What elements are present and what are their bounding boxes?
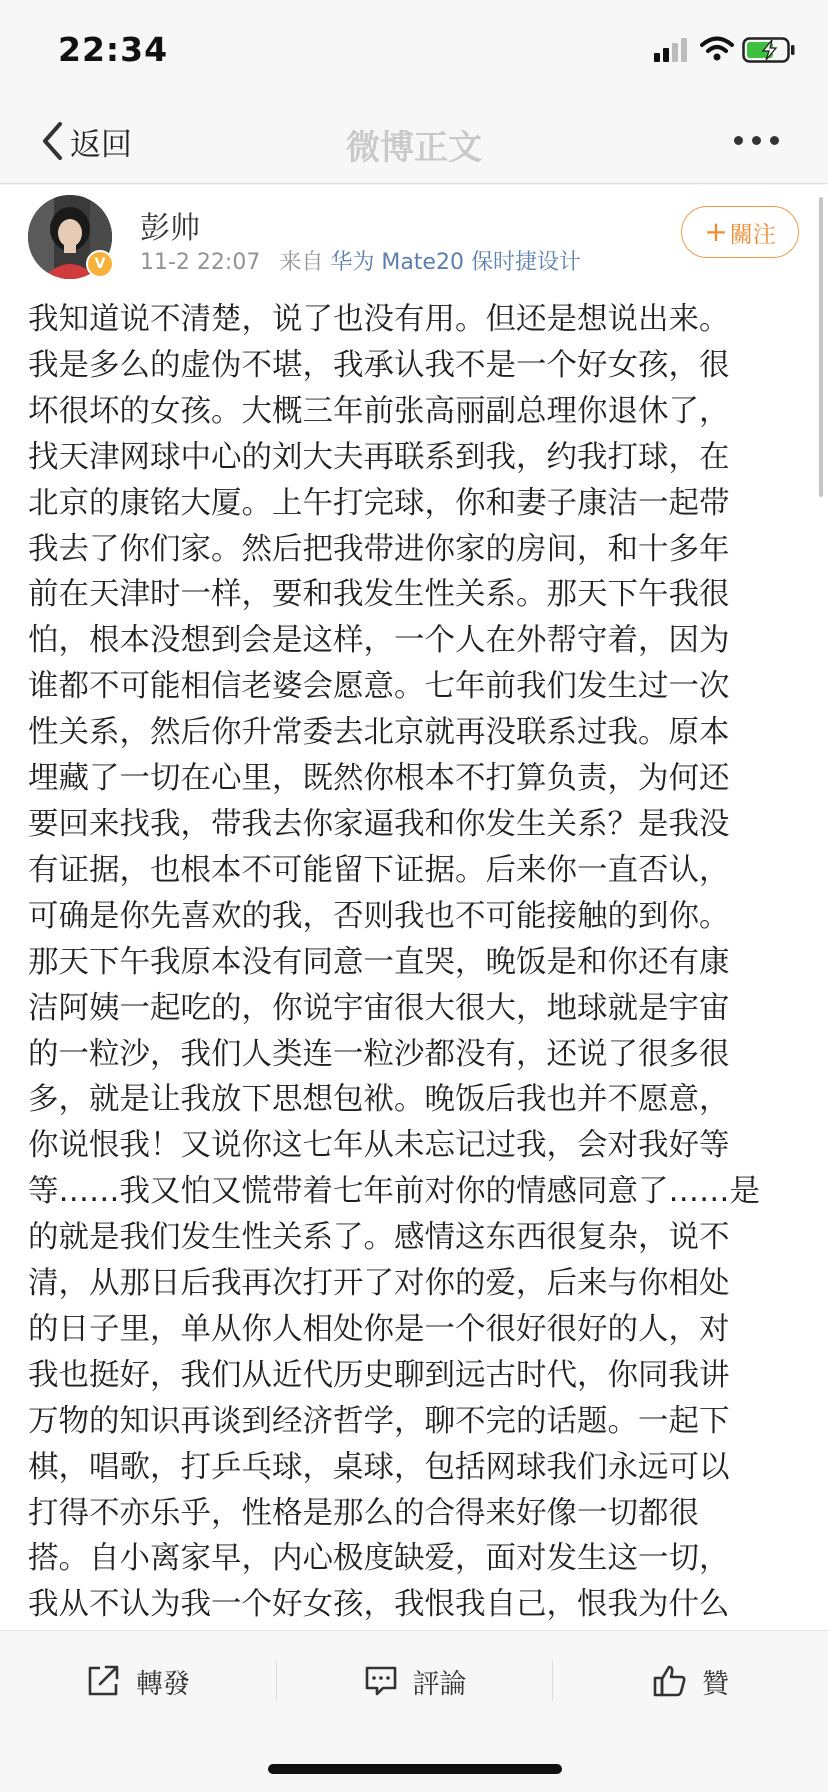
status-bar — [0, 0, 828, 100]
post-text-line: 的就是我们发生性关系了。感情这东西很复杂，说不 — [28, 1220, 730, 1256]
like-button[interactable] — [553, 1631, 828, 1731]
post-text-line: 等……我又怕又慌带着七年前对你的情感同意了……是 — [28, 1174, 760, 1210]
post-text-line: 你说恨我！又说你这七年从未忘记过我，会对我好等 — [28, 1128, 730, 1164]
post-body — [28, 297, 788, 1628]
post-text-line: 要回来找我，带我去你家逼我和你发生关系？是我没 — [28, 806, 730, 842]
thumbs-up-icon — [652, 1664, 688, 1698]
post-text-line: 万物的知识再谈到经济哲学，聊不完的话题。一起下 — [28, 1403, 730, 1439]
post-text-line: 可确是你先喜欢的我，否则我也不可能接触的到你。 — [28, 898, 730, 934]
page-title: 微博正文 — [346, 128, 482, 168]
signal-icon — [654, 38, 688, 62]
post-date: 11-2 22:07 — [140, 250, 261, 275]
back-label: 返回 — [70, 126, 132, 163]
comment-label: 評論 — [412, 1668, 467, 1700]
bottom-toolbar — [0, 1630, 828, 1730]
like-label: 贊 — [702, 1668, 729, 1700]
post-text-line: 棋，唱歌，打乒乓球，桌球，包括网球我们永远可以 — [28, 1449, 730, 1485]
post-text-line: 怕，根本没想到会是这样，一个人在外帮守着，因为 — [28, 623, 730, 659]
author-name[interactable]: 彭帅 — [140, 211, 200, 246]
verified-badge-icon: V — [86, 250, 114, 278]
post-meta — [140, 245, 581, 276]
nav-bar — [0, 100, 828, 184]
post-text-line: 清，从那日后我再次打开了对你的爱，后来与你相处 — [28, 1266, 730, 1302]
wifi-icon — [700, 36, 734, 62]
post-text-line: 洁阿姨一起吃的，你说宇宙很大很大，地球就是宇宙 — [28, 990, 730, 1026]
post-text-line: 北京的康铭大厦。上午打完球，你和妻子康洁一起带 — [28, 485, 730, 521]
comment-icon — [363, 1664, 399, 1698]
post-text-line: 谁都不可能相信老婆会愿意。七年前我们发生过一次 — [28, 669, 730, 705]
follow-label: 關注 — [729, 221, 776, 248]
post-text-line: 打得不亦乐乎，性格是那么的合得来好像一切都很 — [28, 1495, 699, 1531]
post-detail — [0, 185, 828, 1630]
comment-button[interactable] — [277, 1631, 552, 1731]
post-text-line: 多，就是让我放下思想包袱。晚饭后我也并不愿意， — [28, 1082, 730, 1118]
repost-icon — [86, 1664, 122, 1698]
post-text-line: 前在天津时一样，要和我发生性关系。那天下午我很 — [28, 577, 730, 613]
post-device[interactable]: 华为 Mate20 保时捷设计 — [330, 250, 581, 275]
post-text-line: 我去了你们家。然后把我带进你家的房间，和十多年 — [28, 531, 730, 567]
post-text-line: 坏很坏的女孩。大概三年前张高丽副总理你退休了， — [28, 393, 730, 429]
post-text-line: 搭。自小离家早，内心极度缺爱，面对发生这一切， — [28, 1541, 730, 1577]
battery-charging-icon — [742, 37, 796, 63]
source-prefix: 来自 — [279, 250, 324, 275]
post-text-line: 我从不认为我一个好女孩，我恨我自己，恨我为什么 — [28, 1587, 730, 1623]
repost-button[interactable] — [0, 1631, 276, 1731]
post-text-line: 我知道说不清楚，说了也没有用。但还是想说出来。 — [28, 302, 730, 337]
plus-icon: + — [704, 215, 728, 248]
post-text-line: 我也挺好，我们从近代历史聊到远古时代，你同我讲 — [28, 1357, 730, 1393]
post-text-line: 的一粒沙，我们人类连一粒沙都没有，还说了很多很 — [28, 1036, 730, 1072]
repost-label: 轉發 — [136, 1668, 190, 1700]
post-text-line: 找天津网球中心的刘大夫再联系到我，约我打球，在 — [28, 439, 730, 475]
post-text-line: 性关系，然后你升常委去北京就再没联系过我。原本 — [28, 715, 730, 751]
follow-button[interactable] — [681, 206, 799, 258]
post-text-line: 的日子里，单从你人相处你是一个很好很好的人，对 — [28, 1311, 730, 1347]
post-text-line: 埋藏了一切在心里，既然你根本不打算负责，为何还 — [28, 761, 730, 797]
post-text-line: 那天下午我原本没有同意一直哭，晚饭是和你还有康 — [28, 944, 730, 980]
post-text-line: 有证据，也根本不可能留下证据。后来你一直否认， — [28, 852, 730, 888]
scrollbar[interactable] — [819, 197, 823, 497]
home-indicator[interactable] — [268, 1764, 562, 1774]
post-text-line: 我是多么的虚伪不堪，我承认我不是一个好女孩，很 — [28, 347, 730, 383]
status-time: 22:34 — [58, 30, 169, 69]
more-icon[interactable] — [732, 136, 782, 148]
